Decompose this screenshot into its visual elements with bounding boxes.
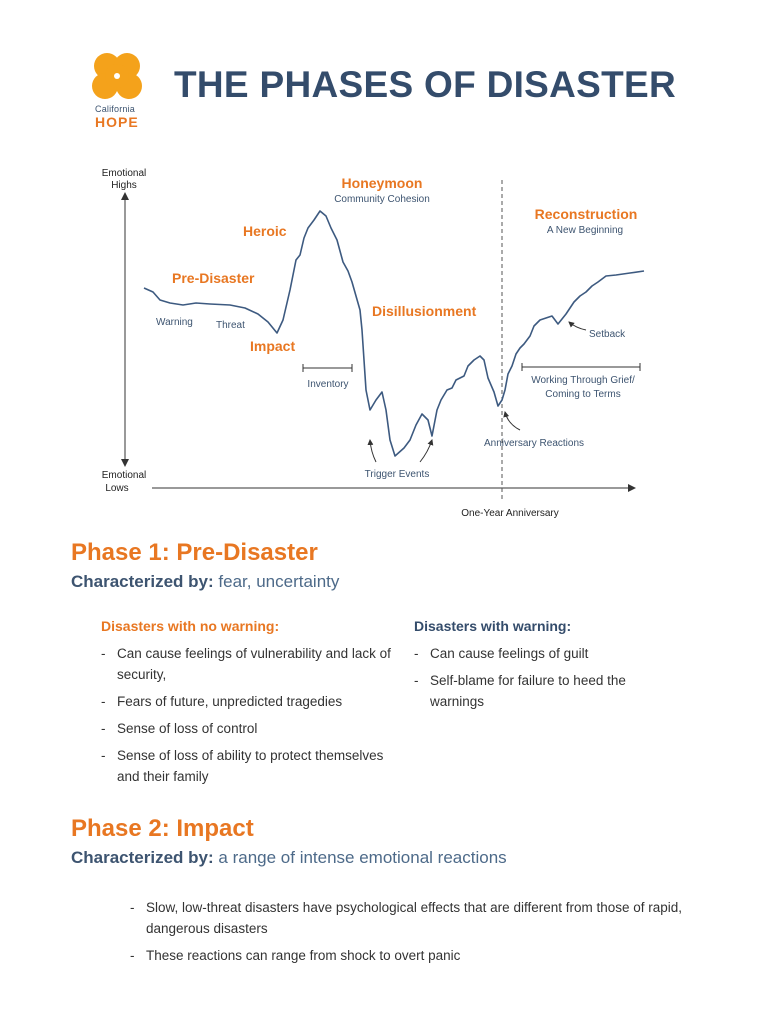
phase2-characterized (71, 848, 507, 868)
list-item: - Sense of loss of ability to protect themselves and their family (101, 745, 391, 787)
annotation-setback: Setback (589, 329, 626, 340)
phase-label-heroic: Heroic (243, 223, 287, 239)
phase-sub-new-beginning: A New Beginning (546, 225, 624, 236)
phase-label-disillusionment: Disillusionment (372, 303, 477, 319)
page-title: THE PHASES OF DISASTER (174, 64, 677, 105)
phase1-heading: Phase 1: Pre-Disaster (71, 539, 318, 566)
disaster-phases-chart (0, 150, 768, 530)
list-item: - Can cause feelings of vulnerability and lack of security, (101, 643, 391, 685)
logo-text-hope: HOPE (95, 114, 139, 130)
phase1-warning-list (414, 643, 674, 718)
phase-label-reconstruction: Reconstruction (534, 206, 638, 222)
phase-label-pre-disaster: Pre-Disaster (172, 270, 255, 286)
phase2-char-text: a range of intense emotional reactions (218, 848, 507, 867)
phase-sub-community-cohesion: Community Cohesion (334, 194, 430, 205)
phase1-no-warning-list (101, 643, 391, 793)
annotation-threat: Threat (216, 320, 245, 331)
setback-arrow (569, 322, 586, 330)
annotation-working-grief-1: Working Through Grief/ (531, 375, 635, 386)
phase2-char-label: Characterized by: (71, 848, 214, 867)
emotion-curve (144, 211, 644, 456)
list-item: - These reactions can range from shock to overt panic (130, 945, 710, 966)
poppy-flower-icon (92, 50, 142, 102)
trigger-arrow-left (370, 440, 376, 462)
anniversary-arrow (505, 412, 520, 430)
phase2-list (130, 897, 710, 972)
annotation-anniversary: Anniversary Reactions (483, 438, 585, 449)
annotation-working-grief-2: Coming to Terms (545, 389, 621, 400)
list-item: - Slow, low-threat disasters have psychological effects that are different from those of rapid, dangerous disasters (130, 897, 710, 939)
annotation-inventory: Inventory (307, 379, 349, 390)
y-label-lows-2: Lows (105, 483, 129, 494)
california-hope-logo (92, 50, 142, 102)
list-item: - Can cause feelings of guilt (414, 643, 674, 664)
annotation-trigger-events: Trigger Events (364, 469, 430, 480)
list-item: - Self-blame for failure to heed the warnings (414, 670, 674, 712)
y-label-lows-1: Emotional (101, 470, 147, 481)
annotation-warning: Warning (156, 317, 193, 328)
phase-label-impact: Impact (250, 338, 296, 354)
phase1-no-warning-heading: Disasters with no warning: (101, 618, 280, 634)
phase-label-honeymoon: Honeymoon (341, 175, 423, 191)
phase2-heading: Phase 2: Impact (71, 815, 254, 842)
list-item: - Fears of future, unpredicted tragedies (101, 691, 391, 712)
list-item: - Sense of loss of control (101, 718, 391, 739)
phase1-char-text: fear, uncertainty (218, 572, 340, 591)
trigger-arrow-right (420, 440, 432, 462)
x-label-one-year: One-Year Anniversary (461, 508, 559, 519)
logo-text-california: California (95, 104, 136, 114)
y-label-highs-2: Highs (111, 180, 137, 191)
phase1-characterized (71, 572, 339, 592)
phase1-char-label: Characterized by: (71, 572, 214, 591)
phase1-warning-heading: Disasters with warning: (414, 618, 572, 634)
y-label-highs-1: Emotional (101, 168, 147, 179)
